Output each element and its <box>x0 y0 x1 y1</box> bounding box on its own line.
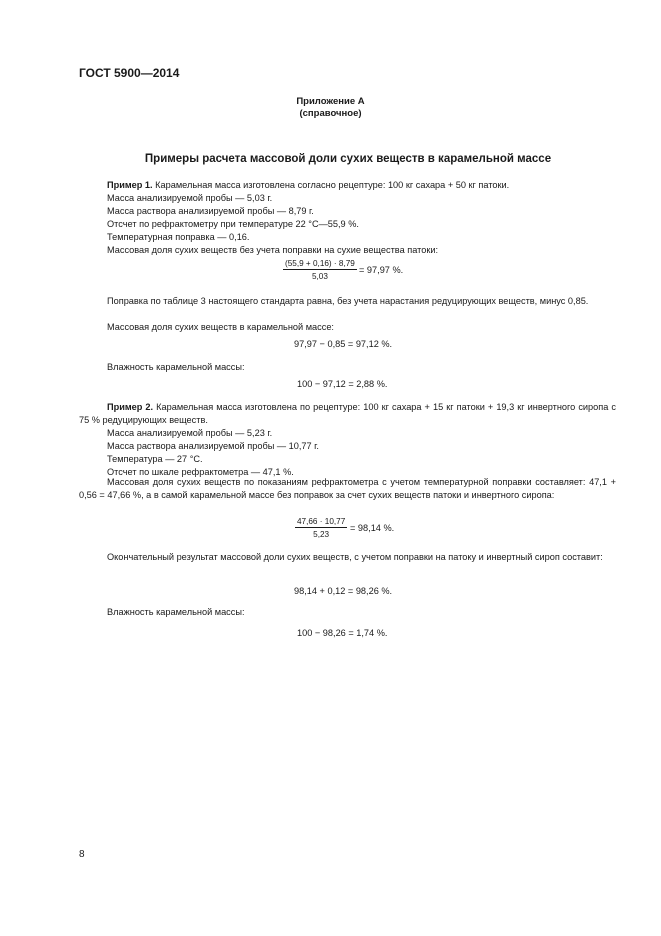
example2-line: Температура — 27 °С. <box>107 454 203 464</box>
example1-correction: Поправка по таблице 3 настоящего стандарта равна, без учета нарастания редуцирующих веществ, минус 0,85. <box>107 296 589 306</box>
example1-line: Температурная поправка — 0,16. <box>107 232 250 242</box>
formula-numerator: (55,9 + 0,16) · 8,79 <box>285 259 355 268</box>
section-title: Примеры расчета массовой доли сухих веществ в карамельной массе <box>144 153 552 165</box>
example1-label: Пример 1. <box>107 180 153 190</box>
formula-denominator: 5,23 <box>313 530 330 539</box>
formula-numerator: 47,66 · 10,77 <box>297 517 346 526</box>
example2-formula1-result: = 98,14 %. <box>350 523 395 533</box>
example1-formula3: 100 − 97,12 = 2,88 %. <box>297 379 388 389</box>
example1-formula1-result: = 97,97 %. <box>359 265 404 275</box>
example1-line: Масса анализируемой пробы — 5,03 г. <box>107 193 273 203</box>
example2-intro <box>79 401 616 426</box>
formula-denominator: 5,03 <box>311 272 328 281</box>
example2-formula2: 98,14 + 0,12 = 98,26 %. <box>294 586 393 596</box>
example1-line: Отсчет по рефрактометру при температуре 22 °С—55,9 %. <box>107 219 359 229</box>
example2-line: Масса раствора анализируемой пробы — 10,77 г. <box>107 441 319 451</box>
example1-intro-text: Карамельная масса изготовлена согласно рецептуре: 100 кг сахара + 50 кг патоки. <box>155 180 510 190</box>
example1-intro <box>107 179 509 192</box>
document-header: ГОСТ 5900—2014 <box>79 66 180 80</box>
page-number: 8 <box>79 849 85 860</box>
appendix-title: Приложение А <box>296 96 365 107</box>
example1-formula2: 97,97 − 0,85 = 97,12 %. <box>294 339 393 349</box>
example2-label: Пример 2. <box>107 402 154 412</box>
example2-final: Окончательный результат массовой доли сухих веществ, с учетом поправки на патоку и инвертный сироп составит: <box>107 552 603 562</box>
example2-line: Отсчет по шкале рефрактометра — 47,1 %. <box>107 467 294 477</box>
example1-formula1-fraction <box>283 259 357 281</box>
example1-line: Массовая доля сухих веществ без учета поправки на сухие вещества патоки: <box>107 245 439 255</box>
example2-formula3: 100 − 98,26 = 1,74 %. <box>297 628 388 638</box>
example1-line: Масса раствора анализируемой пробы — 8,79 г. <box>107 206 314 216</box>
example2-line: Масса анализируемой пробы — 5,23 г. <box>107 428 273 438</box>
example1-moisture-label: Влажность карамельной массы: <box>107 362 245 372</box>
example2-intro-text: Карамельная масса изготовлена по рецептуре: 100 кг сахара + 15 кг патоки + 19,3 кг инвертного сиропа с 75 % редуцирующих веществ. <box>79 402 616 425</box>
example2-moisture-label: Влажность карамельной массы: <box>107 607 245 617</box>
example2-paragraph: Массовая доля сухих веществ по показаниям рефрактометра с учетом температурной поправки составляет: 47,1 + 0,56 = 47,66 %, а в самой карамельной массе без поправок за счет сухих веществ патоки и инвертного сиропа: <box>79 477 616 500</box>
appendix-subtitle: (справочное) <box>299 108 362 119</box>
example1-mass-line: Массовая доля сухих веществ в карамельной массе: <box>107 322 334 332</box>
example2-formula1-fraction <box>295 517 347 539</box>
